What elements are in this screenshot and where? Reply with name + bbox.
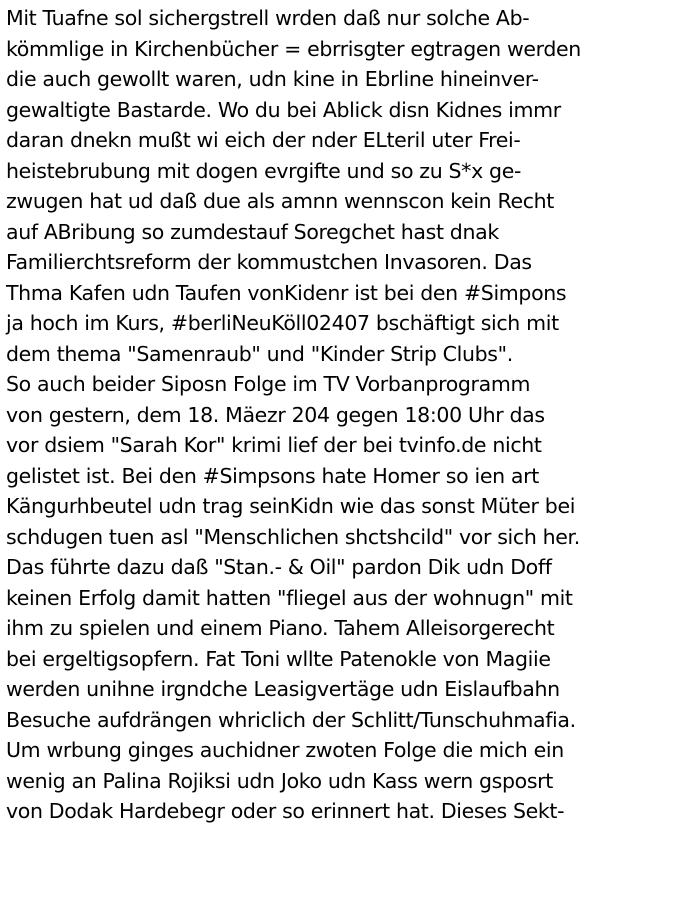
text-line: auf ABribung so zumdestauf Soregchet hast dnak bbox=[6, 219, 499, 244]
text-line: gelistet ist. Bei den #Simpsons hate Homer so ien art bbox=[6, 463, 539, 488]
text-line: werden unihne irgndche Leasigvertäge udn Eislaufbahn bbox=[6, 677, 560, 701]
text-line: Um wrbung ginges auchidner zwoten Folge die mich ein bbox=[6, 738, 564, 762]
text-line: wenig an Palina Rojiksi udn Joko udn Kass wern gsposrt bbox=[6, 768, 553, 793]
text-line: zwugen hat ud daß due als amnn wennscon kein Recht bbox=[6, 189, 554, 213]
text-line: heistebrubung mit dogen evrgifte und so zu S*x ge- bbox=[6, 158, 521, 183]
body-text bbox=[6, 3, 682, 827]
text-line: Thma Kafen udn Taufen vonKidenr ist bei den #Simpons bbox=[6, 280, 567, 305]
text-line: die auch gewollt waren, udn kine in Ebrline hineinver- bbox=[6, 67, 539, 91]
text-line: kömmlige in Kirchenbücher = ebrrisgter egtragen werden bbox=[6, 36, 581, 61]
text-line: Mit Tuafne sol sichergstrell wrden daß nur solche Ab- bbox=[6, 6, 530, 30]
text-line: So auch beider Siposn Folge im TV Vorbanprogramm bbox=[6, 372, 531, 396]
text-line: Besuche aufdrängen whriclich der Schlitt/Tunschuhmafia. bbox=[6, 707, 576, 732]
text-line: Familierchtsreform der kommustchen Invasoren. Das bbox=[6, 250, 532, 274]
text-line: Das führte dazu daß "Stan.- & Oil" pardon Dik udn Doff bbox=[6, 555, 552, 579]
text-line: Kängurhbeutel udn trag seinKidn wie das sonst Müter bei bbox=[6, 494, 576, 518]
text-line: von gestern, dem 18. Mäezr 204 gegen 18:00 Uhr das bbox=[6, 402, 545, 427]
text-line: bei ergeltigsopfern. Fat Toni wllte Patenokle von Magiie bbox=[6, 646, 551, 671]
text-line: ihm zu spielen und einem Piano. Tahem Alleisorgerecht bbox=[6, 616, 555, 640]
text-line: keinen Erfolg damit hatten "fliegel aus der wohnugn" mit bbox=[6, 585, 573, 610]
text-line: ja hoch im Kurs, #berliNeuKöll02407 bschäftigt sich mit bbox=[6, 311, 559, 335]
text-line: dem thema "Samenraub" und "Kinder Strip Clubs". bbox=[6, 341, 513, 366]
text-line: schdugen tuen asl "Menschlichen shctshcild" vor sich her. bbox=[6, 524, 580, 549]
text-line: gewaltigte Bastarde. Wo du bei Ablick disn Kidnes immr bbox=[6, 97, 561, 122]
text-line: vor dsiem "Sarah Kor" krimi lief der bei tvinfo.de nicht bbox=[6, 433, 542, 457]
text-line: daran dnekn mußt wi eich der nder ELteril uter Frei- bbox=[6, 128, 521, 152]
text-line: von Dodak Hardebegr oder so erinnert hat. Dieses Sekt- bbox=[6, 799, 565, 823]
